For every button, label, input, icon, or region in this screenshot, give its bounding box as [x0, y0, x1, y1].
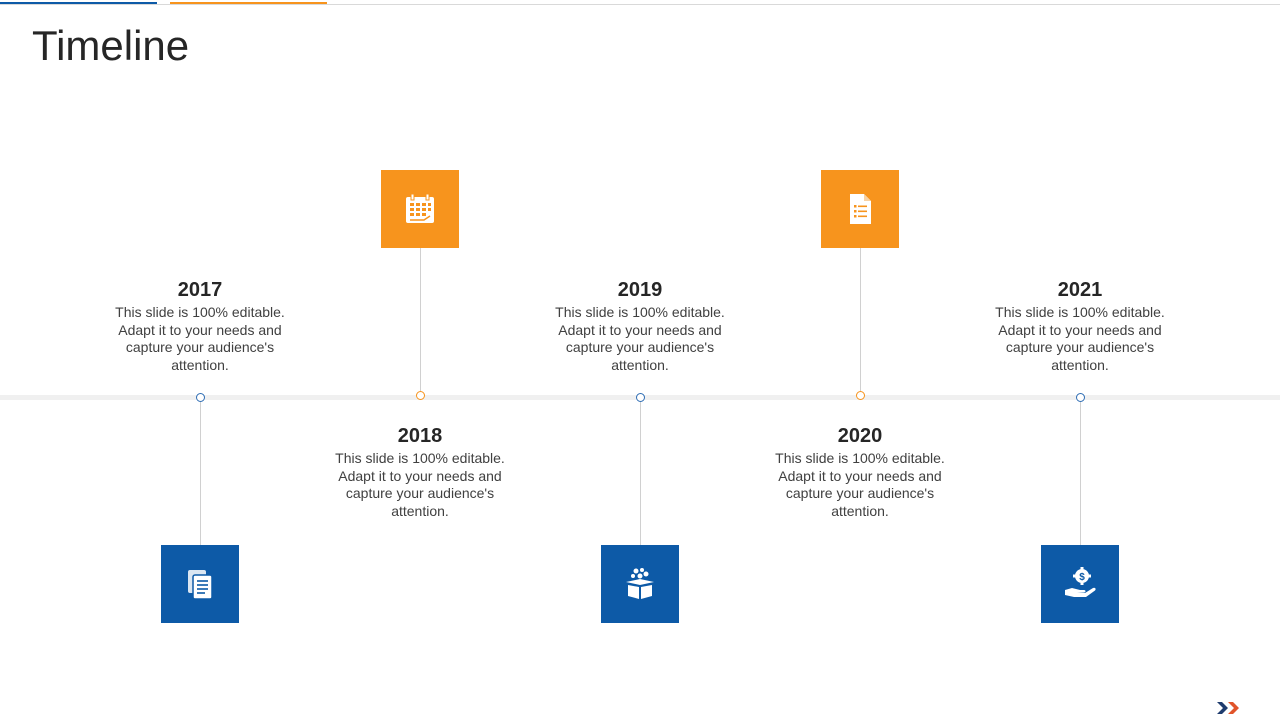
gift-box-icon: [622, 566, 658, 602]
milestone-description: This slide is 100% editable. Adapt it to your needs and capture your audience's attention.: [335, 450, 505, 519]
milestone-2018-icon-box: [381, 170, 459, 248]
milestone-description: This slide is 100% editable. Adapt it to your needs and capture your audience's attention.: [115, 304, 285, 373]
milestone-2020-icon-box: [821, 170, 899, 248]
milestone-2017-stem: [200, 402, 201, 545]
milestone-2019-dot: [636, 393, 645, 402]
milestone-2018-stem: [420, 248, 421, 391]
milestone-year: 2020: [837, 425, 883, 447]
milestone-2021-icon-box: [1041, 545, 1119, 623]
milestone-year: 2018: [397, 425, 443, 447]
milestone-2020-text: [760, 424, 960, 520]
double-chevron-right-icon[interactable]: [1217, 701, 1241, 715]
milestone-2020-dot: [856, 391, 865, 400]
documents-icon: [182, 566, 218, 602]
milestone-year: 2021: [1057, 279, 1103, 301]
milestone-2017-dot: [196, 393, 205, 402]
milestone-2019-stem: [640, 402, 641, 545]
milestone-2018-dot: [416, 391, 425, 400]
money-hand-gear-icon: [1062, 566, 1098, 602]
milestone-2021-dot: [1076, 393, 1085, 402]
milestone-description: This slide is 100% editable. Adapt it to your needs and capture your audience's attention.: [775, 450, 945, 519]
milestone-year: 2017: [177, 279, 223, 301]
milestone-description: This slide is 100% editable. Adapt it to your needs and capture your audience's attention.: [995, 304, 1165, 373]
milestone-year: 2019: [617, 279, 663, 301]
calendar-icon: [402, 191, 438, 227]
svg-text:$: $: [1079, 572, 1085, 583]
milestone-2019-icon-box: [601, 545, 679, 623]
milestone-2021-text: [980, 278, 1180, 374]
milestone-2019-text: [540, 278, 740, 374]
milestone-2017-icon-box: [161, 545, 239, 623]
milestone-2018-text: [320, 424, 520, 520]
milestone-2021-stem: [1080, 402, 1081, 545]
header-rule: [0, 4, 1280, 5]
milestone-2020-stem: [860, 248, 861, 391]
milestone-2017-text: [100, 278, 300, 374]
milestone-description: This slide is 100% editable. Adapt it to your needs and capture your audience's attention.: [555, 304, 725, 373]
checklist-document-icon: [842, 191, 878, 227]
slide-title: Timeline: [32, 22, 190, 69]
